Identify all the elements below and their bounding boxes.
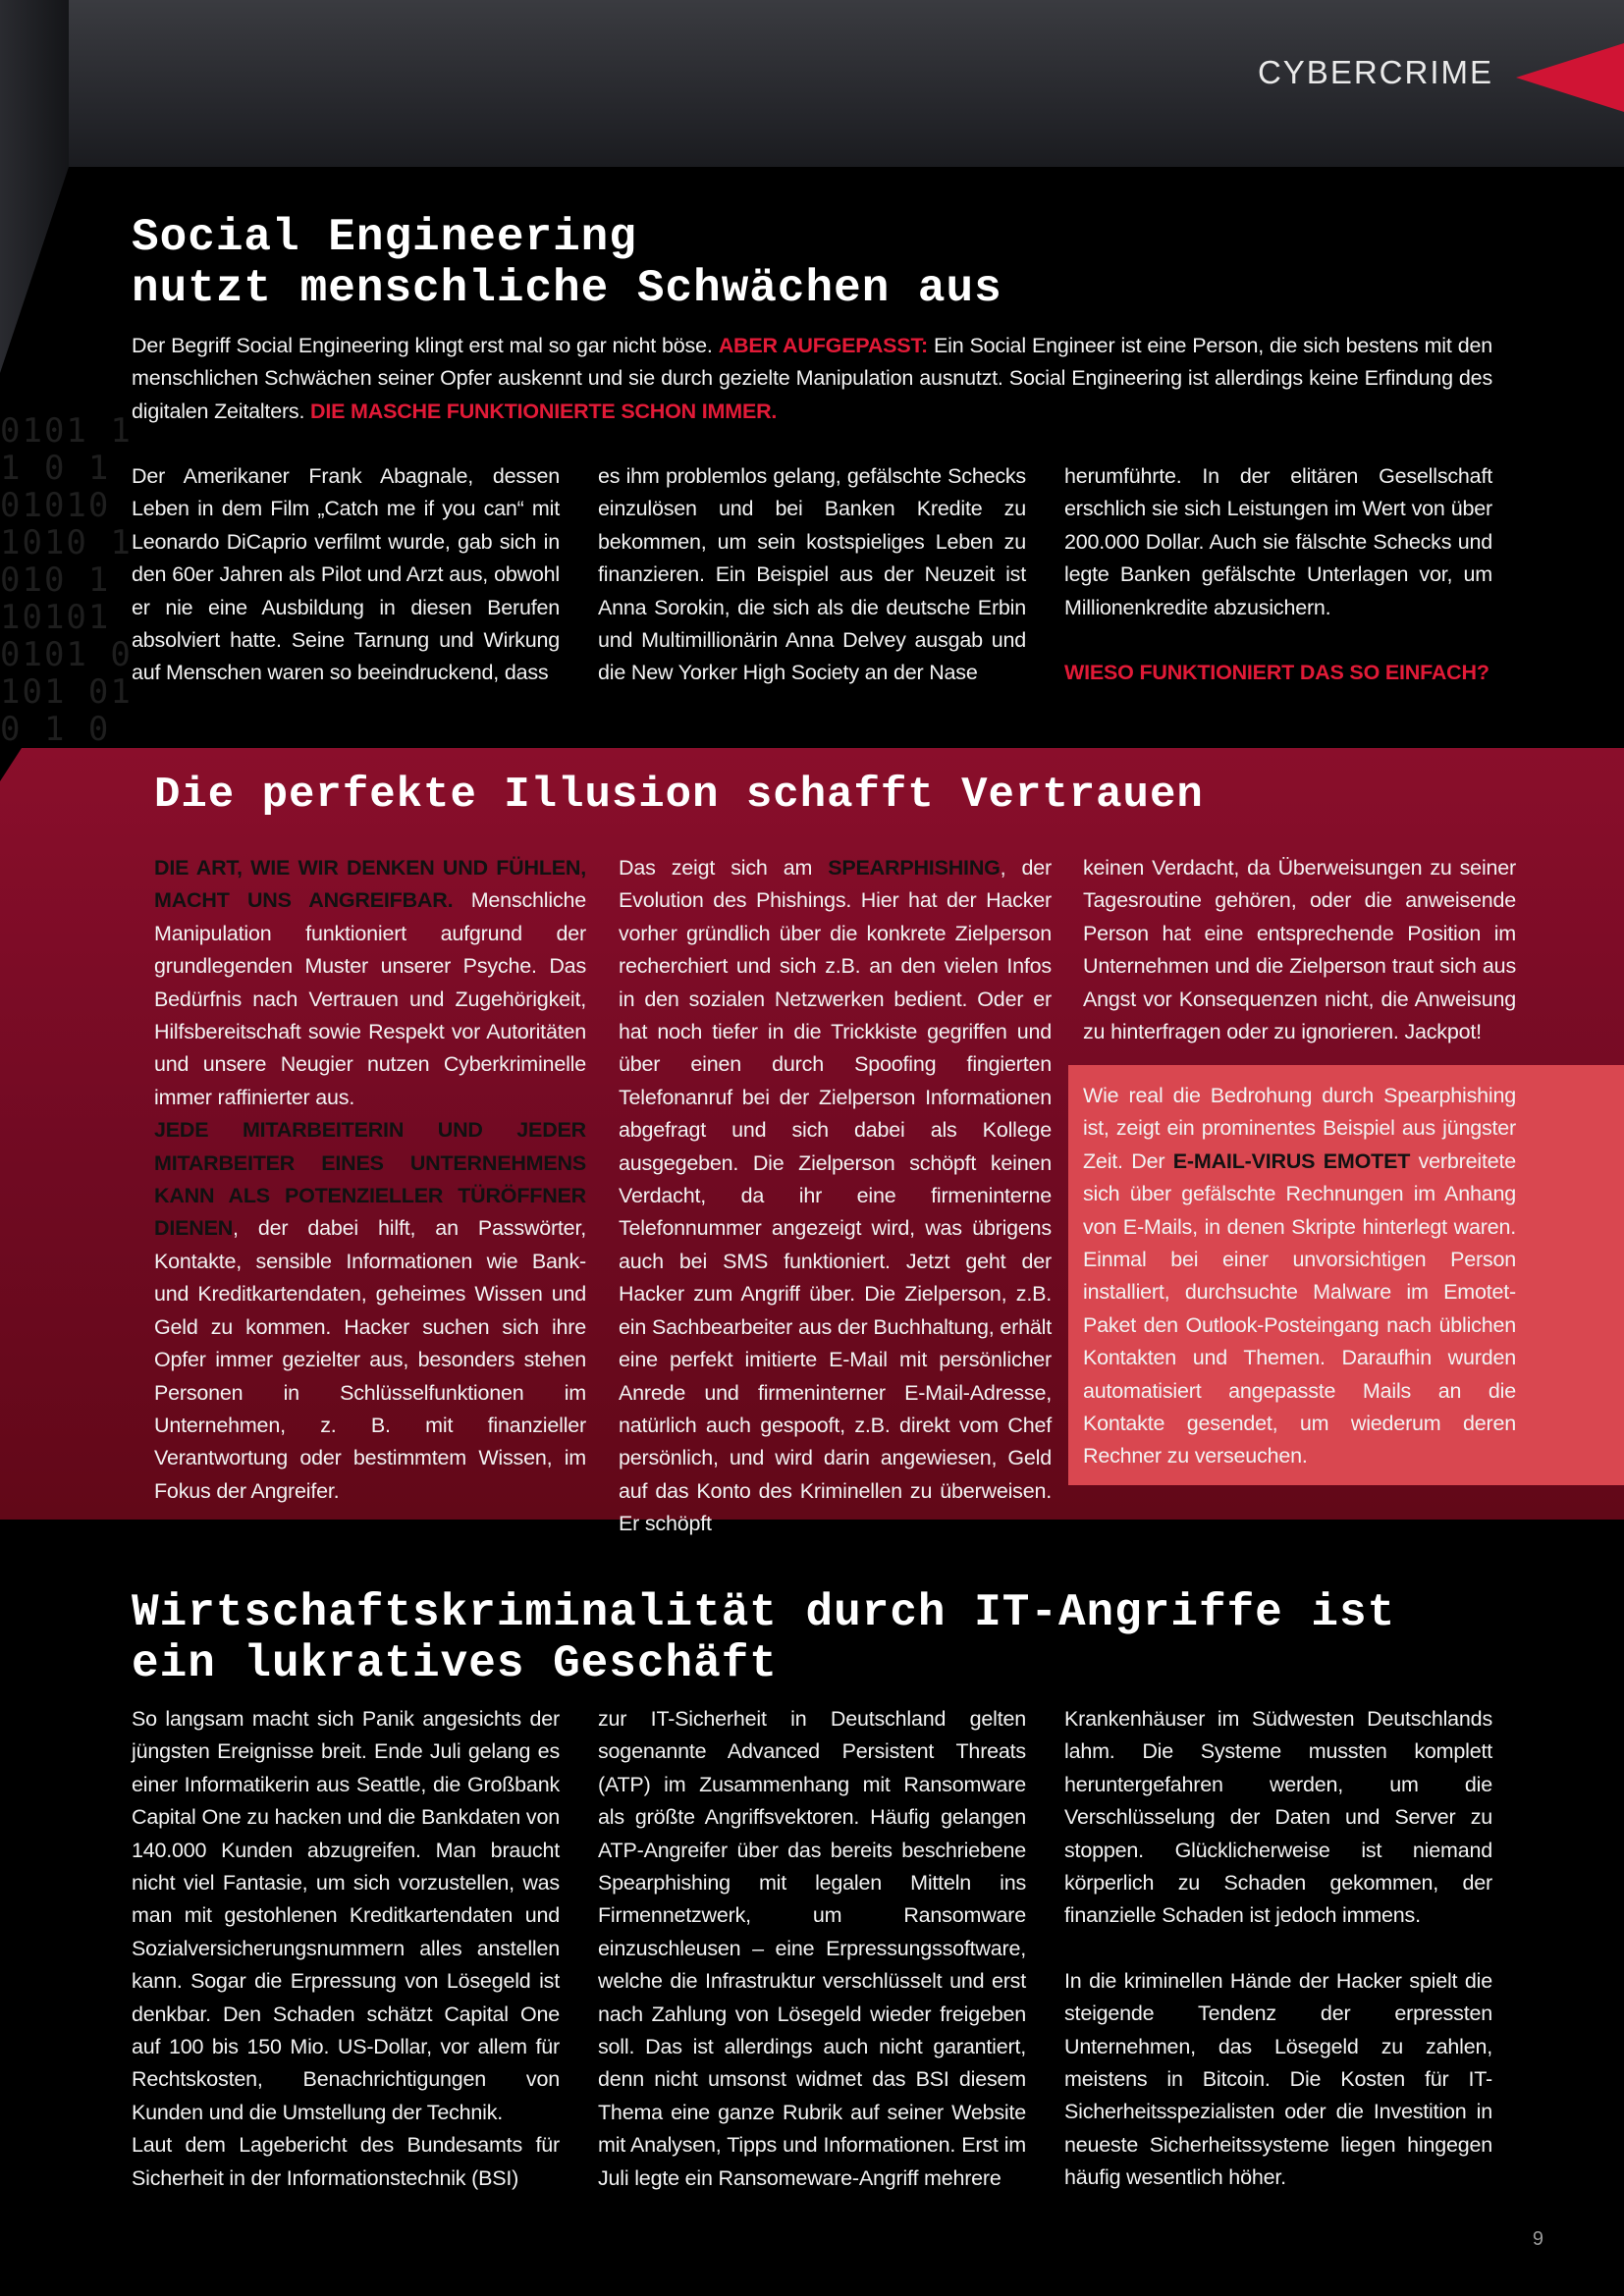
background-code-texture: 0101 1 1 0 1 01010 1010 1 010 1 10101 0101 0 101 01 0 1 0 — [0, 412, 133, 746]
section3-col3-paragraph-1: Krankenhäuser im Südwesten Deutschlands lahm. Die Systeme mussten komplett heruntergefahren werden, um die Verschlüsselung der Daten und Server zu stoppen. Glücklicherweise ist niemand körperlich zu Schaden gekommen, der finanzielle Schaden ist jedoch immens. — [1064, 1707, 1492, 1928]
section3-column-3 — [1064, 1703, 1492, 2195]
intro-text-b: Ein Social Engineer ist eine Person, die sich bestens mit den menschlichen Schwächen seiner Opfer auskennt und sie durch gezielte Manipulation ausnutzt. Social Engineering ist allerdings keine Erfindung des digitalen Zeitalters. — [132, 334, 1492, 423]
section1-column-3 — [1064, 460, 1492, 689]
section2-col2-text-b: , der Evolution des Phishings. Hier hat der Hacker vorher gründlich über die konkrete Zielperson recherchiert und sich z.B. an den vielen Infos in den sozialen Netzwerken bedient. Oder er hat noch tiefer in die Trickkiste gegriffen und über einen durch Spoofing fingierten Telefonanruf bei der Zielperson Informationen abgefragt und sich dabei als Kollege ausgegeben. Die Zielperson schöpft keinen Verdacht, da ihr eine firmeninterne Telefonnummer angezeigt wird, was übrigens auch bei SMS funktioniert. Jetzt geht der Hacker zum Angriff über. Die Zielperson, z.B. ein Sachbearbeiter aus der Buchhaltung, erhält eine perfekt imitierte E-Mail mit persönlicher Anrede und firmeninterner E-Mail-Adresse, natürlich auch gespooft, z.B. direkt vom Chef persönlich, und wird darin angewiesen, Geld auf das Konto des Kriminellen zu überweisen. Er schöpft — [619, 856, 1052, 1536]
page-number: 9 — [1532, 2228, 1543, 2250]
section1-heading — [132, 212, 1002, 314]
section1-column-3-text: herumführte. In der elitären Gesellschaft erschlich sie sich Leistungen im Wert von über 200.000 Dollar. Auch sie fälschte Schecks und legte Banken gefälschte Unterlagen vor, um Millionenkredite abzusichern. — [1064, 464, 1492, 619]
intro-highlight-2: DIE MASCHE FUNKTIONIERTE SCHON IMMER. — [310, 399, 778, 423]
section2-col2-text-a: Das zeigt sich am — [619, 856, 829, 880]
section1-question: WIESO FUNKTIONIERT DAS SO EINFACH? — [1064, 661, 1489, 685]
section2-column-3: keinen Verdacht, da Überweisungen zu seiner Tagesroutine gehören, oder die anweisende Person hat eine entsprechende Position im Unternehmen und die Zielperson traut sich aus Angst vor Konsequenzen nicht, die Anweisung zu hinterfragen oder zu ignorieren. Jackpot! — [1083, 856, 1516, 1044]
callout-text-a: Wie real die Bedrohung durch Spearphishing ist, zeigt ein prominentes Beispiel aus jüngster Zeit. Der — [1083, 1084, 1516, 1173]
section3-col1-paragraph-2: Laut dem Lagebericht des Bundesamts für Sicherheit in der Informationstechnik (BSI) — [132, 2133, 560, 2190]
emotet-highlight: E-MAIL-VIRUS EMOTET — [1172, 1148, 1411, 1173]
section3-column-1 — [132, 1703, 560, 2195]
section3-heading-line1: Wirtschaftskriminalität durch IT-Angriffe ist — [132, 1587, 1396, 1638]
section2-heading: Die perfekte Illusion schafft Vertrauen — [154, 771, 1204, 820]
section2-col1-text-b: , der dabei hilft, an Passwörter, Kontakte, sensible Informationen wie Bank- und Kreditkartendaten, geheimes Wissen und Geld zu kommen. Hacker suchen sich ihre Opfer immer gezielter aus, besonders stehen Personen in Schlüsselfunktionen im Unternehmen, z. B. mit finanzieller Verantwortung oder bestimmtem Wissen, im Fokus der Angreifer. — [154, 1216, 586, 1503]
section2-column-1 — [154, 852, 586, 1508]
section3-heading — [132, 1587, 1395, 1689]
intro-highlight-1: ABER AUFGEPASST: — [718, 334, 928, 357]
section3-heading-line2: ein lukratives Geschäft — [132, 1638, 778, 1689]
section2-column-2 — [619, 852, 1052, 1541]
section1-heading-line2: nutzt menschliche Schwächen aus — [132, 263, 1002, 314]
section3-col1-paragraph-1: So langsam macht sich Panik angesichts der jüngsten Ereignisse breit. Ende Juli gelang es einer Informatikerin aus Seattle, die Großbank Capital One zu hacken und die Bankdaten von 140.000 Kunden abzugreifen. Man braucht nicht viel Fantasie, um sich vorzustellen, was man mit gestohlenen Kreditkartendaten und Sozialversicherungsnummern alles anstellen kann. Sogar die Erpressung von Lösegeld ist denkbar. Den Schaden schätzt Capital One auf 100 bis 150 Mio. US-Dollar, vor allem für Rechtskosten, Benachrichtigungen von Kunden und die Umstellung der Technik. — [132, 1707, 560, 2124]
section2-highlight-1: DIE ART, WIE WIR DENKEN UND FÜHLEN, MACHT UNS ANGREIFBAR. — [154, 856, 586, 913]
spearphishing-highlight: SPEARPHISHING — [828, 856, 1001, 880]
red-triangle-marker — [1516, 43, 1624, 112]
section1-column-2: es ihm problemlos gelang, gefälschte Schecks einzulösen und bei Banken Kredite zu bekommen, um sein kostspieliges Leben zu finanzieren. Ein Beispiel aus der Neuzeit ist Anna Sorokin, die sich als die deutsche Erbin und Multimillionärin Anna Delvey ausgab und die New Yorker High Society an der Nase — [598, 464, 1026, 685]
section1-heading-line1: Social Engineering — [132, 212, 637, 263]
section3-col3-paragraph-2: In die kriminellen Hände der Hacker spielt die steigende Tendenz der erpressten Unternehmen, das Lösegeld zu zahlen, meistens in Bitcoin. Die Kosten für IT-Sicherheitsspezialisten oder die Investition in neueste Sicherheitssysteme liegen hingegen häufig wesentlich höher. — [1064, 1968, 1492, 2190]
section1-intro — [132, 330, 1492, 428]
section3-column-2: zur IT-Sicherheit in Deutschland gelten sogenannte Advanced Persistent Threats (ATP) im Zusammenhang mit Ransomware als größte Angriffsvektoren. Häufig gelangen ATP-Angreifer über das bereits beschriebene Spearphishing mit legalen Mitteln ins Firmennetzwerk, um Ransomware einzuschleusen – eine Erpressungssoftware, welche die Infrastruktur verschlüsselt und erst nach Zahlung von Lösegeld wieder freigeben soll. Das ist allerdings auch nicht garantiert, denn nicht umsonst widmet das BSI diesem Thema eine ganze Rubrik auf seiner Website mit Analysen, Tipps und Informationen. Erst im Juli legte ein Ransomeware-Angriff mehrere — [598, 1707, 1026, 2190]
section2-highlight-2: JEDE MITARBEITERIN UND JEDER MITARBEITER EINES UNTERNEHMENS KANN ALS POTENZIELLER TÜRÖFFNER DIENEN — [154, 1118, 586, 1241]
section1-column-1: Der Amerikaner Frank Abagnale, dessen Leben in dem Film „Catch me if you can“ mit Leonardo DiCaprio verfilmt wurde, gab sich in den 60er Jahren als Pilot und Arzt aus, obwohl er nie eine Ausbildung in diesen Berufen absolviert hatte. Seine Tarnung und Wirkung auf Menschen waren so beeindruckend, dass — [132, 464, 560, 685]
section-label: CYBERCRIME — [1257, 54, 1493, 90]
callout-text-b: verbreitete sich über gefälschte Rechnungen im Anhang von E-Mails, in denen Skripte hinterlegt waren. Einmal bei einer unvorsichtigen Person installiert, durchsuchte Malware im Emotet-Paket den Outlook-Posteingang nach üblichen Kontakten und Themen. Daraufhin wurden automatisiert angepasste Mails an die Kontakte gesendet, um wiederum deren Rechner zu verseuchen. — [1083, 1148, 1517, 1468]
emotet-callout-text — [1083, 1080, 1516, 1473]
section2-col1-text-a: Menschliche Manipulation funktioniert aufgrund der grundlegenden Muster unserer Psyche. Das Bedürfnis nach Vertrauen und Zugehörigkeit, Hilfsbereitschaft sowie Respekt vor Autoritäten und unsere Neugier nutzen Cyberkriminelle immer raffinierter aus. — [154, 888, 586, 1109]
intro-text-a: Der Begriff Social Engineering klingt erst mal so gar nicht böse. — [132, 334, 719, 357]
